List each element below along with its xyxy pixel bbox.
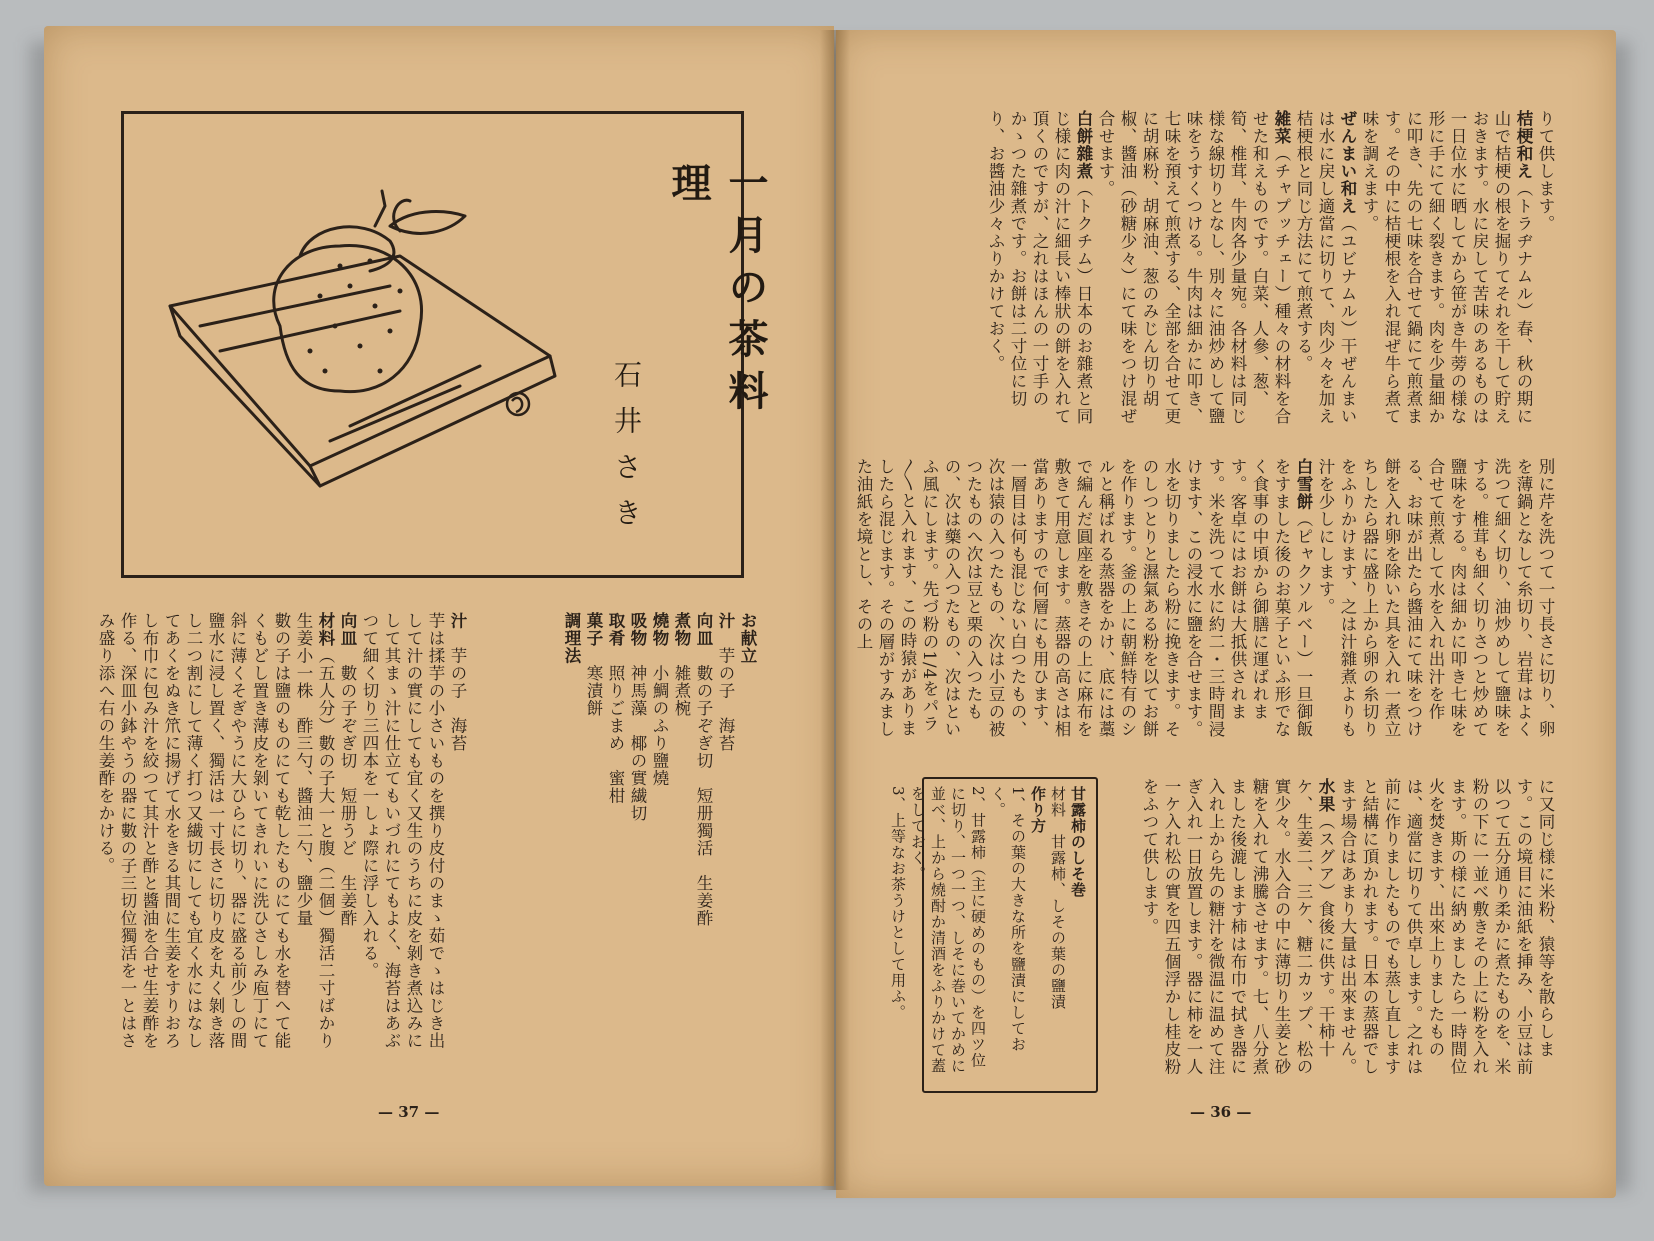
text-paragraph: に又同じ様に米粉、猿等を散らします。この境目に油紙を挿み、小豆は前以つて五分通り柔かに煮たものを、米粉の下に一並べ敷きその上に粉を入れます。斯の様に納めましたら一時間位火を焚きます、出來上りましたものは、適當に切りて供卓します。之れは前に作りましたものでも蒸し直しますと結構に頂かれます。日本の蒸器でします場合はあまり大量は出來ません。 [1338,778,1555,1076]
text-paragraph: 別に芹を洗つて一寸長さに切り、卵を薄鍋となして糸切り、岩茸はよく洗つて細く切り、油炒めして鹽味をする。椎茸も細く切りさつと炒めて鹽味をする。肉は細かに叩き七味を合せて煎煮して水を入れ出汁を作る、お味が出たら醬油にて味をつけ餅を入れ卵を除いた具を入れ一煮立ちしたら器に盛り上から卵の糸切りをふりかけます、之は汁雜煮よりも汁を少しにします。 [1316,458,1555,738]
text-paragraph: 白餅雜煮（トクチム）日本のお雜煮と同じ様に肉の汁に細長い棒狀の餅を入れて頂くのですが、之れはほんの一寸手のかゝつた雜煮です。お餅は二寸位に切り、お醬油少々ふりかけておく。 [986,110,1093,425]
recipe-box-text [889,786,1088,1082]
recipe-step: 1、その葉の大きな所を鹽漬にしておく。 [989,786,1027,1053]
page-number-right: — 36 — [1190,1103,1252,1121]
method-paragraph: 數の子は鹽のものにても乾したものにても水を替へて能くもどし置き薄皮を剝いてきれいに洗ひさしみ庖丁にて斜に薄くそぎやうに大ひらに切り、器に盛る前少しの間鹽水に浸し置く、獨活は一寸長さに切り皮を丸く剝き落し二つ割にして薄く打つ又繊切にしても宜く水にはなしてあくをぬき笊に揚げて水をきる其間に生姜をすりおろし布巾に包み汁を絞つて其汁と酢と醬油を合せ生姜酢を作る、深皿小鉢やうの器に數の子三切位獨活を一とはさみ盛り添へ右の生姜酢をかける。 [96,612,291,1050]
menu-item: 煮物 雑煮椀 [672,612,691,717]
persimmon-illustration [160,186,580,486]
recipe-ingredients: 材料 甘露柿、しその葉の鹽漬 [1049,786,1067,1010]
text-paragraph: りて供します。 [1536,110,1555,233]
text-paragraph: 水果（スグア）食後に供す。干柿十ケ、生姜二、三ケ、糖二カップ、松の實少々。水入合の中に薄切り生姜と砂糖を入れて沸騰させます。七、八分煮ました後漉します柿は布巾で拭き器に入れ上から先の糖汁を微温に温めて注ぎ入れ一日放置します。器に柿を一人一ケ入れ松の實を四五個浮かし桂皮粉をふつて供します。 [1140,778,1335,1076]
author-name: 石井さき [610,360,643,544]
menu-item: 吸物 神馬藻 椰の實繊切 [628,612,647,822]
page-number-left: — 37 — [378,1103,440,1121]
method-heading: 調理法 [562,612,581,665]
text-paragraph: ぜんまい和え（ユビナムル）干ぜんまいは水に戻し適當に切りて、肉少々を加え桔梗根と同じ方法にて煎煮する。 [1294,110,1357,425]
method-paragraph: 材料（五人分）數の子大一と腹（二個）獨活二寸ばかり 生姜小一株 酢三勺、醬油二勺、鹽少量 [294,612,335,1067]
recipe-box-title: 甘露柿のしそ巻 [1069,786,1087,898]
menu-item: 向皿 數の子ぞぎ切 短册獨活 生姜酢 [694,612,713,927]
menu-item: 燒物 小鯛のふり鹽燒 [650,612,669,787]
book-gutter [820,30,850,1190]
right-lower-text-b [1110,778,1556,1088]
text-paragraph: 白雪餅（ピャクソルベー）一旦御飯をすました後のお菓子といふ形でなく食事の中頃から御膳に運ばれます。客卓にはお餅は大抵供されます。米を洗つて水に約二・三時間浸けます、この浸水に鹽を合せます。水を切りましたら粉に挽きます。そのしつとりと濕氣ある粉を以てお餅を作ります。釜の上に朝鮮特有のシルと稱ばれる蒸器をかけ、底には藁で編んだ圓座を敷きその上に麻布を敷きて用意します。蒸器の高さは相當ありますので何層にも用ひます、一層目は何も混じない白つたもの、次は猿の入つたもの、次は小豆の被つたものへ次は豆と栗の入つたもの、次は藥の入つたもの、次はといふ風にします。先づ粉の1/4をパラ〳〵と入れます、この時猿がありましたら混じます。その層がすみました油紙を境とし、その上 [854,458,1313,738]
recipe-step: 2、甘露柿（主に硬めのもの）を四ツ位に切り、一つ一つ、しそに巻いてかめに並べ、上から燒酎か清酒をふりかけて蓋をしておく。 [909,786,987,1074]
method-paragraph: 芋は揉芋の小さいものを撰り皮付のまゝ茹でゝはじき出して汁の實にしても宜く又生のうちに皮を剝き煮込みにして其まゝ汁に仕立てもいづれにてもよく、海苔はあぶつて細く切り三四本を一しょ際に浮し入れる。 [360,612,445,1050]
right-upper-text [916,110,1556,440]
menu-item: 菓子 寒漬餅 [584,612,603,717]
recipe-method-heading: 作り方 [1029,786,1047,834]
text-paragraph: 桔梗和え（トラヂナムル）春、秋の期に山で桔梗の根を掘りてそれを干して貯えおきます。水に戻して苦味のあるものは一日位水に晒してから笹がき牛蒡の様な形に手にて細く裂きます。肉を少量細かに叩き、先の七味を合せて鍋にて煎煮ます。その中に桔梗根を入れ混ぜ牛ら煮て味を調えます。 [1360,110,1533,425]
page-title: 一月の茶料理 [665,162,769,422]
text-paragraph: 雑菜（チャプッチェー）種々の材料を合せた和えものです。白菜、人參、葱、筍、椎茸、牛肉各少量宛。各材料は同じ様な線切りとなし、別々に油炒めして鹽味をうすくつける。牛肉は細かに叩き、七味を預えて煎煮する、全部を合せて更に胡麻粉、胡麻油、葱のみじん切り胡椒、醬油（砂糖少々）にて味をつけ混ぜ合せます。 [1096,110,1291,425]
right-lower-text-a [854,458,1556,753]
menu-item: 取肴 照りごまめ 蜜柑 [606,612,625,805]
menu-item: 汁 芋の子 海苔 [716,612,735,752]
method-paragraph: 向皿 數の子ぞぎ切 短册うど 生姜酢 [338,612,357,927]
recipe-step: 3、上等なお茶うけとして用ふ。 [889,786,907,1021]
method-section [96,612,468,1067]
menu-heading: お献立 [738,612,757,665]
method-paragraph: 汁 芋の子 海苔 [448,612,467,752]
menu-section [468,612,758,1062]
